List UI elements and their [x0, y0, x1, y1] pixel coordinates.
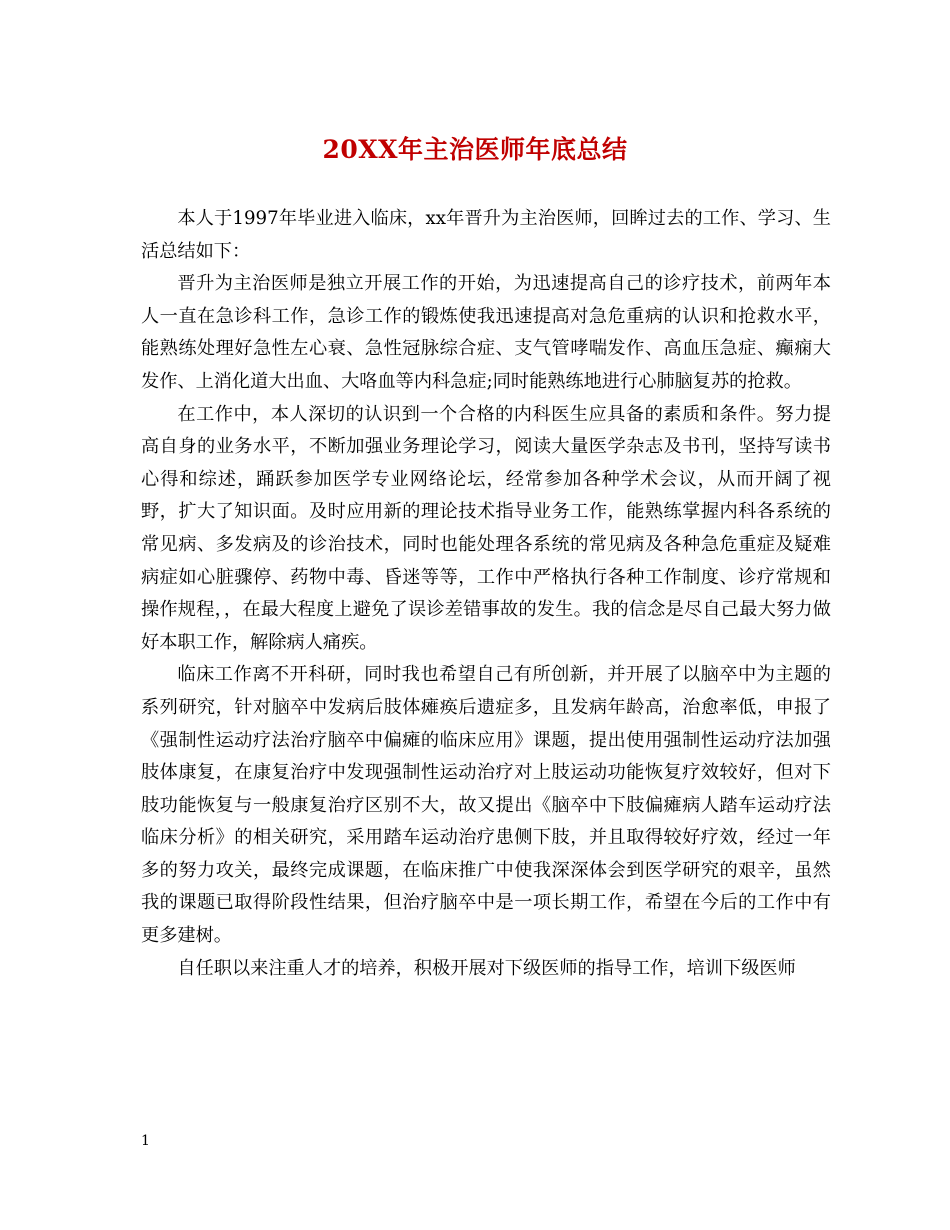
paragraph-training: 自任职以来注重人才的培养，积极开展对下级医师的指导工作，培训下级医师 [177, 957, 796, 979]
paragraph-intro: 本人于1997年毕业进入临床，xx年晋升为主治医师，回眸过去的工作、学习、生活总结如下： [141, 208, 831, 262]
page-number: 1 [141, 1133, 150, 1149]
document-body [141, 203, 831, 985]
document-title: 20XX年主治医师年底总结 [322, 135, 628, 164]
paragraph-emergency-work: 晋升为主治医师是独立开展工作的开始，为迅速提高自己的诊疗技术，前两年本人一直在急诊科工作，急诊工作的锻炼使我迅速提高对急危重病的认识和抢救水平，能熟练处理好急性左心衰、急性冠脉综合症、支气管哮喘发作、高血压急症、癫痫大发作、上消化道大出血、大咯血等内科急症;同时能熟练地进行心肺脑复苏的抢救。 [141, 273, 831, 392]
paragraph-professional-study: 在工作中，本人深切的认识到一个合格的内科医生应具备的素质和条件。努力提高自身的业务水平，不断加强业务理论学习，阅读大量医学杂志及书刊，坚持写读书心得和综述，踊跃参加医学专业网络论坛，经常参加各种学术会议，从而开阔了视野，扩大了知识面。及时应用新的理论技术指导业务工作，能熟练掌握内科各系统的常见病、多发病及的诊治技术，同时也能处理各系统的常见病及各种急危重症及疑难病症如心脏骤停、药物中毒、昏迷等等，工作中严格执行各种工作制度、诊疗常规和操作规程，，在最大程度上避免了误诊差错事故的发生。我的信念是尽自己最大努力做好本职工作，解除病人痛疾。 [141, 403, 831, 653]
paragraph-research: 临床工作离不开科研，同时我也希望自己有所创新，并开展了以脑卒中为主题的系列研究，针对脑卒中发病后肢体瘫痪后遗症多，且发病年龄高，治愈率低，申报了《强制性运动疗法治疗脑卒中偏瘫的临床应用》课题，提出使用强制性运动疗法加强肢体康复，在康复治疗中发现强制性运动治疗对上肢运动功能恢复疗效较好，但对下肢功能恢复与一般康复治疗区别不大，故又提出《脑卒中下肢偏瘫病人踏车运动疗法临床分析》的相关研究，采用踏车运动治疗患侧下肢，并且取得较好疗效，经过一年多的努力攻关，最终完成课题，在临床推广中使我深深体会到医学研究的艰辛，虽然我的课题已取得阶段性结果，但治疗脑卒中是一项长期工作，希望在今后的工作中有更多建树。 [141, 664, 831, 947]
